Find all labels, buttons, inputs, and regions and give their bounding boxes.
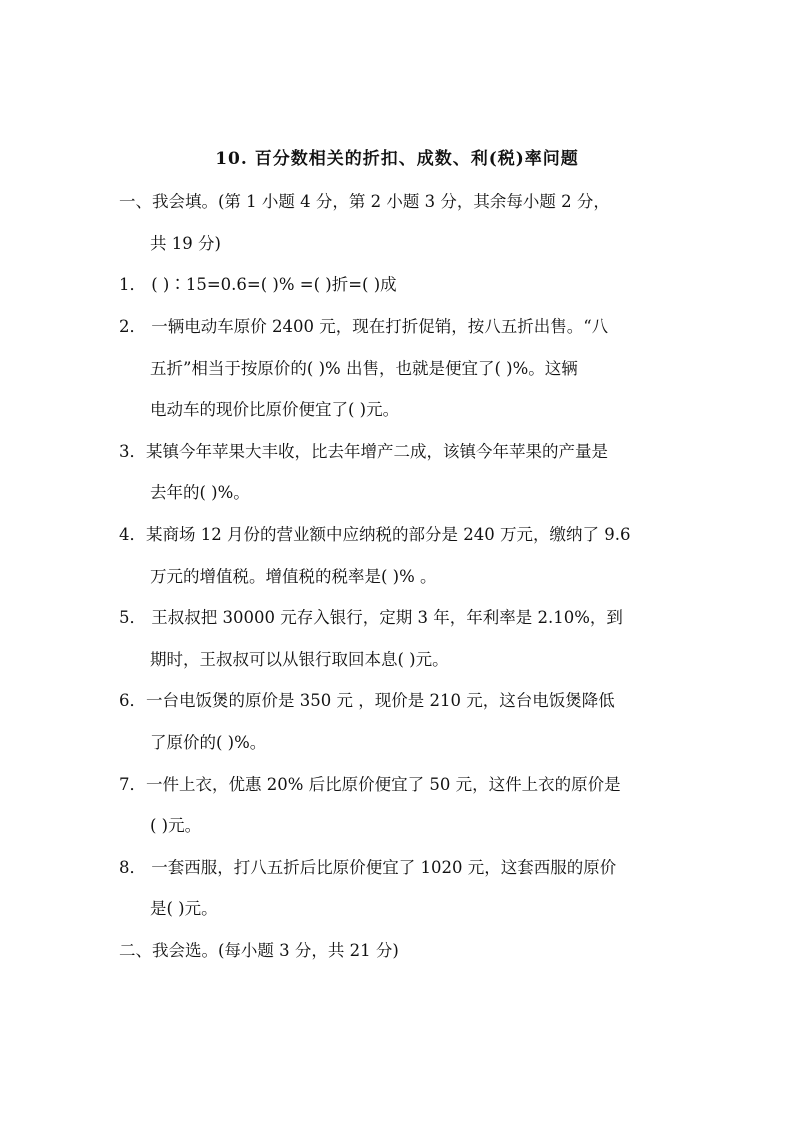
question-5-cont: 期时，王叔叔可以从银行取回本息( )元。 bbox=[150, 650, 449, 669]
page-title: 10. 百分数相关的折扣、成数、利(税)率问题 bbox=[215, 149, 579, 169]
question-1: 1． ( )∶15=0.6=( )% =( )折=( )成 bbox=[119, 275, 397, 294]
section-1-heading-cont: 共 19 分) bbox=[150, 234, 221, 253]
section-1-heading: 一、我会填。(第 1 小题 4 分，第 2 小题 3 分，其余每小题 2 分， bbox=[119, 192, 610, 211]
question-5: 5． 王叔叔把 30000 元存入银行，定期 3 年，年利率是 2.10%，到 bbox=[119, 608, 623, 627]
question-3: 3．某镇今年苹果大丰收，比去年增产二成，该镇今年苹果的产量是 bbox=[119, 442, 608, 461]
question-4: 4．某商场 12 月份的营业额中应纳税的部分是 240 万元，缴纳了 9.6 bbox=[119, 525, 631, 544]
question-6: 6．一台电饭煲的原价是 350 元 ，现价是 210 元，这台电饭煲降低 bbox=[119, 691, 615, 710]
question-2-cont: 五折”相当于按原价的( )% 出售，也就是便宜了( )%。这辆 bbox=[150, 359, 578, 378]
question-7-cont: ( )元。 bbox=[150, 816, 202, 835]
question-2: 2． 一辆电动车原价 2400 元，现在打折促销，按八五折出售。“八 bbox=[119, 317, 609, 336]
question-3-cont: 去年的( )%。 bbox=[150, 483, 250, 502]
question-8-cont: 是( )元。 bbox=[150, 899, 218, 918]
section-2-heading: 二、我会选。(每小题 3 分，共 21 分) bbox=[119, 941, 399, 960]
question-2-cont: 电动车的现价比原价便宜了( )元。 bbox=[150, 400, 400, 419]
question-6-cont: 了原价的( )%。 bbox=[150, 733, 267, 752]
question-4-cont: 万元的增值税。增值税的税率是( )% 。 bbox=[150, 567, 437, 586]
question-8: 8． 一套西服，打八五折后比原价便宜了 1020 元，这套西服的原价 bbox=[119, 858, 617, 877]
question-7: 7．一件上衣，优惠 20% 后比原价便宜了 50 元，这件上衣的原价是 bbox=[119, 775, 621, 794]
